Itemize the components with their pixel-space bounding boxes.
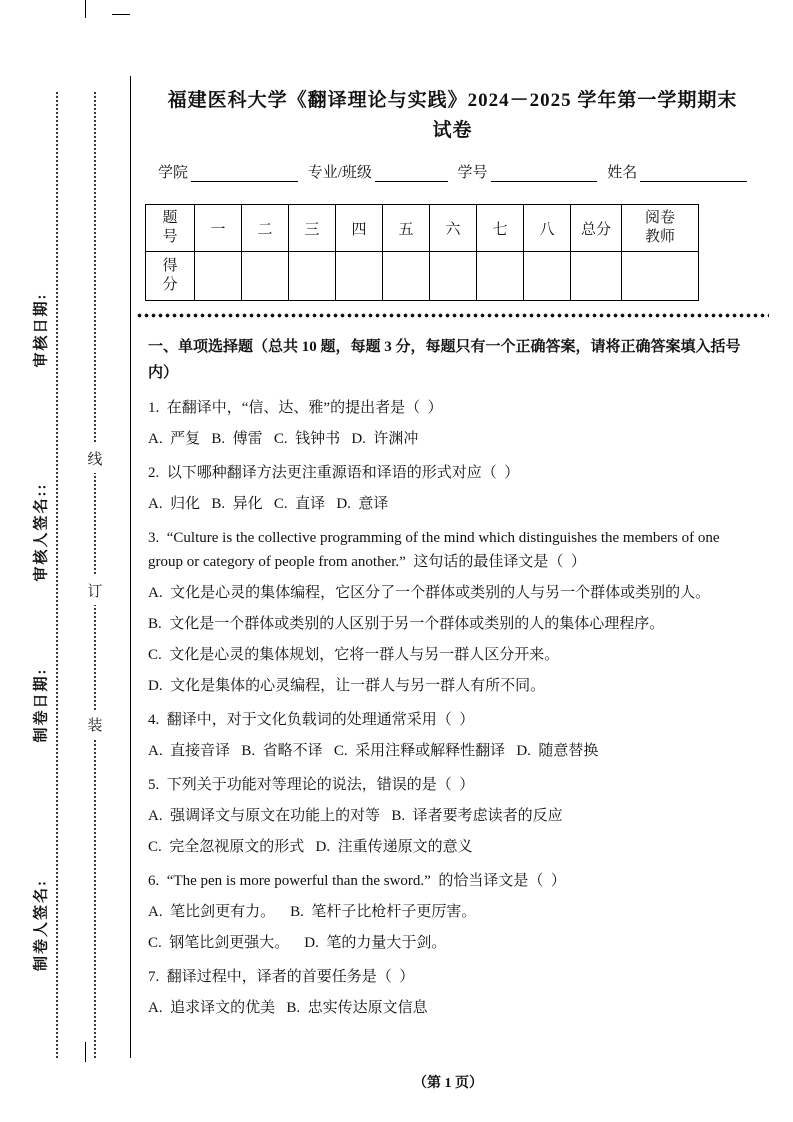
college-blank[interactable]	[191, 163, 298, 182]
exam-title-line2: 试卷	[432, 120, 473, 141]
name-blank[interactable]	[640, 163, 747, 182]
score-cell-total[interactable]	[571, 252, 622, 301]
question-4-options: A. 直接音译 B. 省略不译 C. 采用注释或解释性翻译 D. 随意替换	[148, 743, 599, 759]
question-number-header: 题号	[146, 205, 195, 252]
student-id-field	[458, 161, 598, 182]
name-label: 姓名	[607, 165, 638, 181]
exam-title-line1: 福建医科大学《翻译理论与实践》2024－2025 学年第一学期期末	[167, 90, 738, 111]
question-1-stem: 1. 在翻译中，“信、达、雅”的提出者是（ ）	[148, 400, 443, 416]
question-6-options-cd: C. 钢笔比剑更强大。 D. 笔的力量大于剑。	[148, 935, 447, 951]
score-cell-1[interactable]	[195, 252, 242, 301]
question-7	[148, 965, 757, 1020]
col-total: 总分	[571, 205, 622, 252]
paper-maker-signature-label: 制卷人签名:	[33, 879, 50, 971]
student-info-row	[148, 161, 757, 182]
exam-title	[148, 86, 757, 146]
score-header: 得分	[146, 252, 195, 301]
question-3	[148, 526, 757, 698]
question-3-option-a: A. 文化是心灵的集体编程，它区分了一个群体或类别的人与另一个群体或类别的人。	[148, 585, 711, 601]
score-cell-4[interactable]	[336, 252, 383, 301]
binding-line-char-xian: 线	[87, 444, 103, 473]
binding-line-char-ding: 订	[87, 576, 103, 605]
paper-made-date-label: 制卷日期:	[33, 667, 50, 743]
major-class-field	[308, 161, 448, 182]
col-grader: 阅卷教师	[622, 205, 699, 252]
crop-mark-top	[85, 0, 86, 18]
question-6	[148, 869, 757, 955]
question-2-stem: 2. 以下哪种翻译方法更注重源语和译语的形式对应（ ）	[148, 465, 520, 481]
score-cell-8[interactable]	[524, 252, 571, 301]
score-cell-6[interactable]	[430, 252, 477, 301]
score-table-score-row	[146, 252, 699, 301]
col-1: 一	[195, 205, 242, 252]
question-5-options-cd: C. 完全忽视原文的形式 D. 注重传递原文的意义	[148, 839, 473, 855]
name-field	[607, 161, 747, 182]
page-footer: （第 1 页）	[413, 1076, 483, 1091]
binding-line-char-zhuang: 装	[87, 710, 103, 739]
crop-mark-top-horizontal	[112, 14, 130, 15]
review-date-label: 审核日期:	[33, 292, 50, 368]
question-3-option-b: B. 文化是一个群体或类别的人区别于另一个群体或类别的人的集体心理程序。	[148, 616, 665, 632]
col-2: 二	[242, 205, 289, 252]
question-7-options: A. 追求译文的优美 B. 忠实传达原文信息	[148, 1000, 428, 1016]
col-6: 六	[430, 205, 477, 252]
question-2	[148, 461, 757, 516]
student-id-label: 学号	[457, 165, 488, 181]
major-class-blank[interactable]	[375, 163, 448, 182]
binding-dotted-line-inner	[94, 92, 96, 1058]
college-label: 学院	[158, 165, 189, 181]
question-2-options: A. 归化 B. 异化 C. 直译 D. 意译	[148, 496, 389, 512]
question-7-stem: 7. 翻译过程中，译者的首要任务是（ ）	[148, 969, 415, 985]
question-4	[148, 708, 757, 763]
score-cell-5[interactable]	[383, 252, 430, 301]
reviewer-signature-label: 审核人签名::	[33, 482, 50, 582]
col-3: 三	[289, 205, 336, 252]
question-3-stem: 3. “Culture is the collective programming of the mind which distinguishes the members of one group or category of people from another.” 这句话的最佳译文是（ ）	[148, 530, 724, 570]
question-1-options: A. 严复 B. 傅雷 C. 钱钟书 D. 许渊冲	[148, 431, 419, 447]
questions-list	[148, 396, 757, 1020]
score-table	[145, 204, 699, 301]
college-field	[158, 161, 298, 182]
major-class-label: 专业/班级	[307, 165, 372, 181]
col-4: 四	[336, 205, 383, 252]
question-6-options-ab: A. 笔比剑更有力。 B. 笔杆子比枪杆子更厉害。	[148, 904, 477, 920]
score-cell-grader[interactable]	[622, 252, 699, 301]
crop-mark-bottom	[85, 1042, 86, 1062]
dotted-separator	[136, 313, 769, 318]
student-id-blank[interactable]	[491, 163, 598, 182]
question-4-stem: 4. 翻译中，对于文化负载词的处理通常采用（ ）	[148, 712, 475, 728]
question-1	[148, 396, 757, 451]
question-5-options-ab: A. 强调译文与原文在功能上的对等 B. 译者要考虑读者的反应	[148, 808, 563, 824]
score-cell-2[interactable]	[242, 252, 289, 301]
question-5-stem: 5. 下列关于功能对等理论的说法，错误的是（ ）	[148, 777, 475, 793]
binding-dotted-line-outer	[56, 92, 58, 1058]
col-8: 八	[524, 205, 571, 252]
col-5: 五	[383, 205, 430, 252]
score-table-header-row	[146, 205, 699, 252]
question-3-option-c: C. 文化是心灵的集体规划，它将一群人与另一群人区分开来。	[148, 647, 560, 663]
score-cell-7[interactable]	[477, 252, 524, 301]
section-heading: 一、单项选择题（总共 10 题，每题 3 分，每题只有一个正确答案，请将正确答案填入括号内）	[148, 339, 741, 381]
exam-content	[131, 0, 765, 1122]
question-5	[148, 773, 757, 859]
question-6-stem: 6. “The pen is more powerful than the sword.” 的恰当译文是（ ）	[148, 873, 566, 889]
question-3-option-d: D. 文化是集体的心灵编程，让一群人与另一群人有所不同。	[148, 678, 546, 694]
score-cell-3[interactable]	[289, 252, 336, 301]
col-7: 七	[477, 205, 524, 252]
